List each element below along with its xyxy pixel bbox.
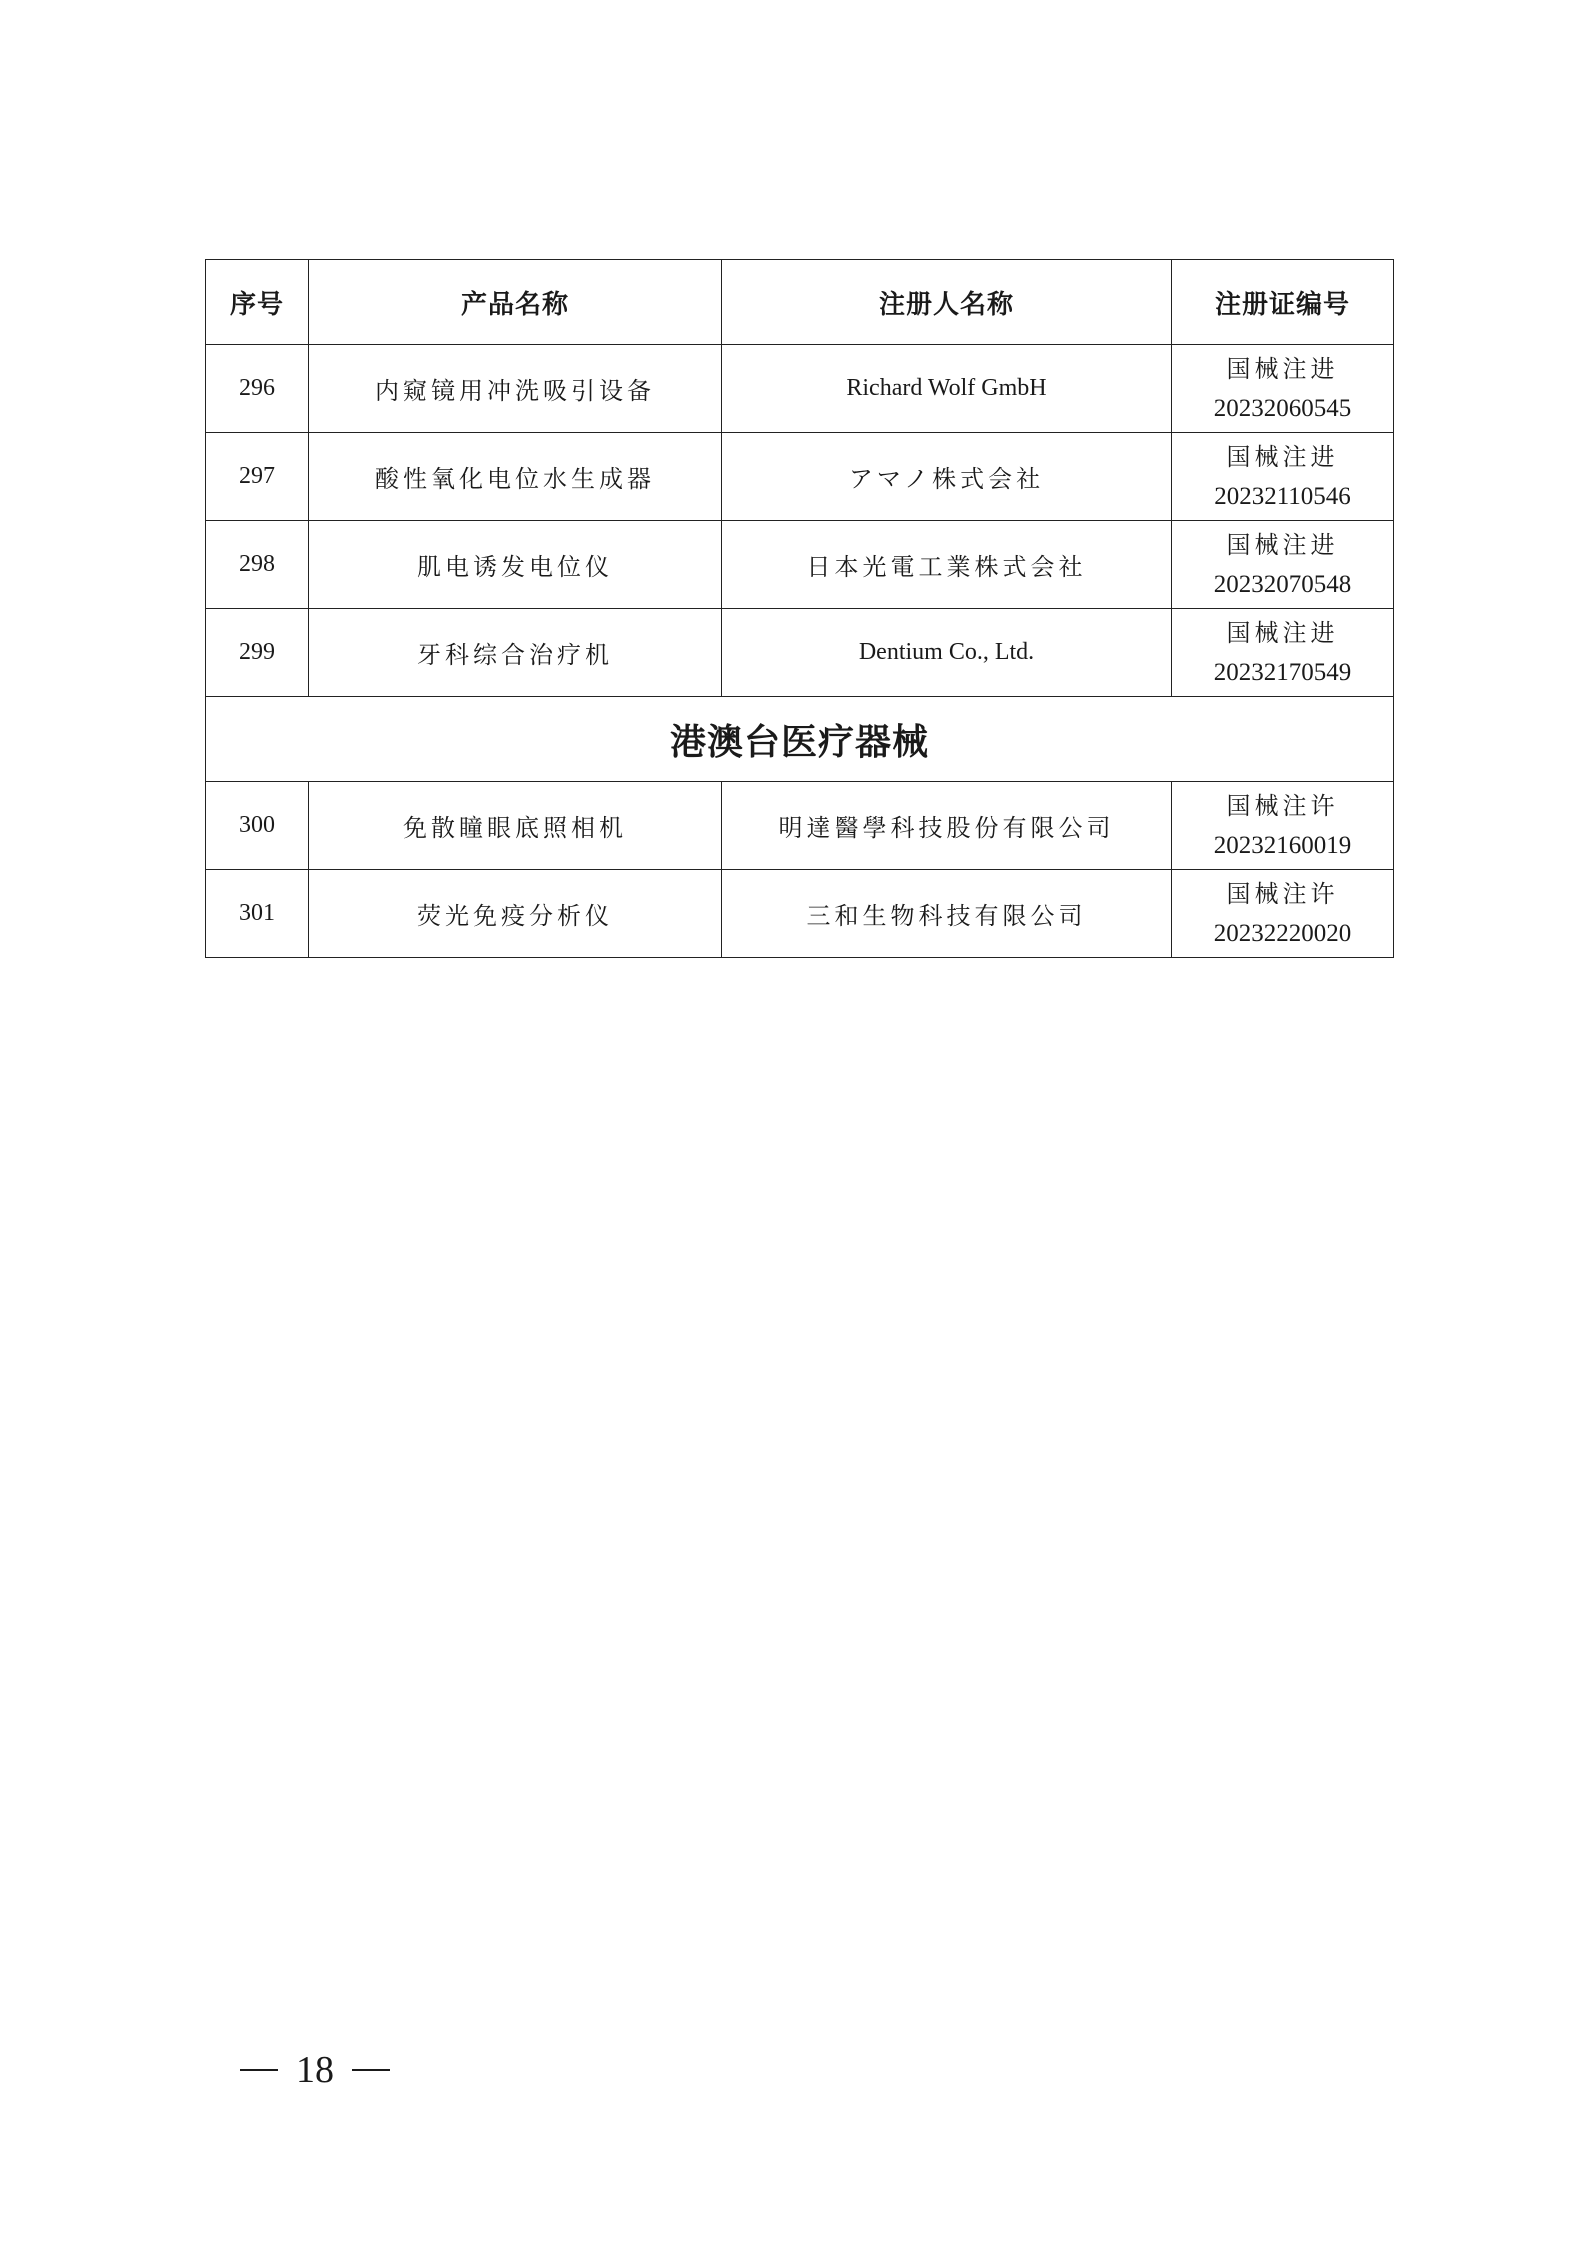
row-product-name: 内窥镜用冲洗吸引设备 xyxy=(309,345,722,433)
page-footer xyxy=(240,2048,390,2092)
cert-digits: 20232160019 xyxy=(1213,831,1352,859)
cert-prefix: 国械注进 xyxy=(1226,618,1339,647)
row-product-name: 肌电诱发电位仪 xyxy=(309,521,722,609)
row-product-name: 荧光免疫分析仪 xyxy=(309,870,722,958)
section-row xyxy=(206,697,1394,782)
header-cert-number: 注册证编号 xyxy=(1172,260,1394,345)
page-number: 18 xyxy=(296,2049,334,2091)
row-seq: 298 xyxy=(206,521,309,609)
row-cert-number xyxy=(1172,870,1394,958)
header-seq: 序号 xyxy=(206,260,309,345)
row-registrant-name: Richard Wolf GmbH xyxy=(722,345,1172,433)
row-cert-number xyxy=(1172,782,1394,870)
row-registrant-name: 三和生物科技有限公司 xyxy=(722,870,1172,958)
row-cert-number xyxy=(1172,609,1394,697)
cert-prefix: 国械注许 xyxy=(1226,791,1339,820)
cert-prefix: 国械注进 xyxy=(1226,530,1339,559)
row-seq: 301 xyxy=(206,870,309,958)
cert-prefix: 国械注进 xyxy=(1226,442,1339,471)
row-seq: 299 xyxy=(206,609,309,697)
header-registrant-name: 注册人名称 xyxy=(722,260,1172,345)
footer-dash-right xyxy=(352,2069,390,2071)
row-registrant-name: 明達醫學科技股份有限公司 xyxy=(722,782,1172,870)
row-registrant-name: アマノ株式会社 xyxy=(722,433,1172,521)
table-row xyxy=(206,870,1394,958)
row-cert-number xyxy=(1172,521,1394,609)
table-row xyxy=(206,521,1394,609)
row-registrant-name: Dentium Co., Ltd. xyxy=(722,609,1172,697)
registration-table xyxy=(205,259,1394,958)
table-row xyxy=(206,609,1394,697)
row-registrant-name: 日本光電工業株式会社 xyxy=(722,521,1172,609)
cert-digits: 20232220020 xyxy=(1213,919,1352,947)
cert-prefix: 国械注进 xyxy=(1226,354,1339,383)
row-product-name: 牙科综合治疗机 xyxy=(309,609,722,697)
header-product-name: 产品名称 xyxy=(309,260,722,345)
section-title: 港澳台医疗器械 xyxy=(206,697,1394,782)
row-cert-number xyxy=(1172,433,1394,521)
table-row xyxy=(206,782,1394,870)
row-cert-number xyxy=(1172,345,1394,433)
cert-prefix: 国械注许 xyxy=(1226,879,1339,908)
cert-digits: 20232060545 xyxy=(1213,394,1352,422)
row-product-name: 免散瞳眼底照相机 xyxy=(309,782,722,870)
row-seq: 297 xyxy=(206,433,309,521)
table-row xyxy=(206,433,1394,521)
row-product-name: 酸性氧化电位水生成器 xyxy=(309,433,722,521)
table-row xyxy=(206,345,1394,433)
cert-digits: 20232110546 xyxy=(1214,482,1351,510)
cert-digits: 20232170549 xyxy=(1213,658,1352,686)
cert-digits: 20232070548 xyxy=(1213,570,1352,598)
row-seq: 300 xyxy=(206,782,309,870)
table-header-row xyxy=(206,260,1394,345)
row-seq: 296 xyxy=(206,345,309,433)
footer-dash-left xyxy=(240,2069,278,2071)
